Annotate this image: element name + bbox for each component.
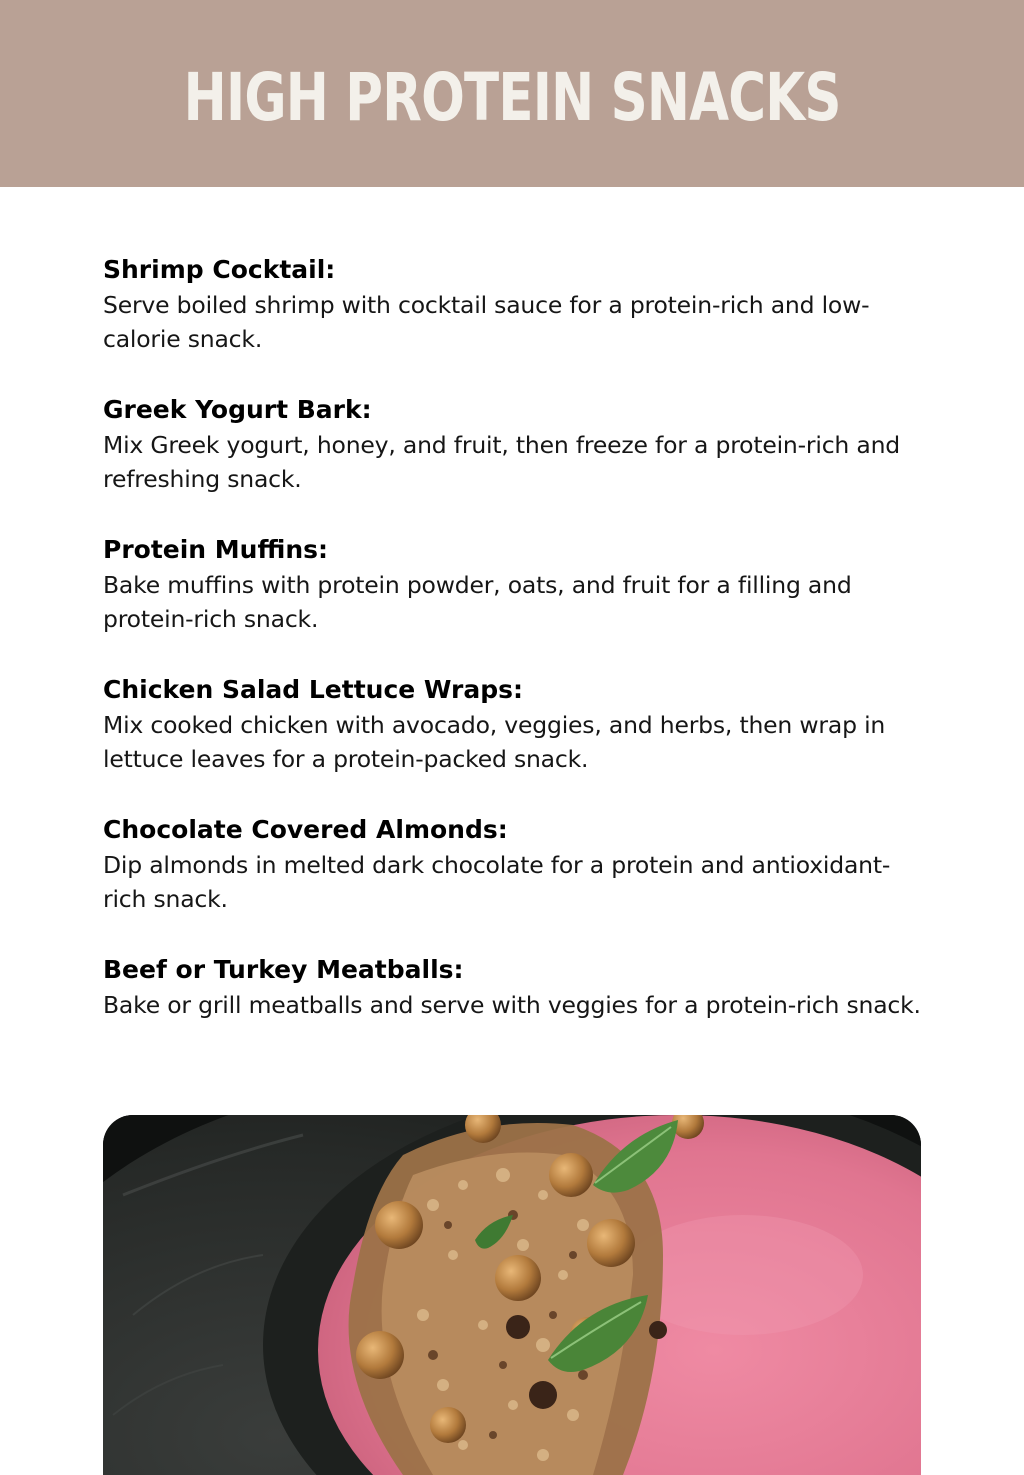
snack-title: Chocolate Covered Almonds:: [103, 815, 508, 844]
snack-item: [103, 252, 923, 356]
snack-description: Bake muffins with protein powder, oats, and fruit for a filling and protein-rich snack.: [103, 571, 852, 633]
smoothie-bowl-illustration: [103, 1115, 921, 1475]
snack-description: Dip almonds in melted dark chocolate for a protein and antioxidant-rich snack.: [103, 851, 891, 913]
smoothie-bowl-photo: [103, 1115, 921, 1475]
snack-description: Mix Greek yogurt, honey, and fruit, then freeze for a protein-rich and refreshing snack.: [103, 431, 900, 493]
snack-description: Mix cooked chicken with avocado, veggies, and herbs, then wrap in lettuce leaves for a protein-packed snack.: [103, 711, 886, 773]
snack-item: [103, 392, 923, 496]
snack-item: [103, 672, 923, 776]
snack-description: Bake or grill meatballs and serve with veggies for a protein-rich snack.: [103, 991, 921, 1019]
snack-item: [103, 812, 923, 916]
snack-item: [103, 952, 923, 1022]
snack-title: Chicken Salad Lettuce Wraps:: [103, 675, 524, 704]
page-title: HIGH PROTEIN SNACKS: [183, 59, 841, 136]
snack-item: [103, 532, 923, 636]
snack-title: Beef or Turkey Meatballs:: [103, 955, 464, 984]
snack-list: [103, 252, 923, 1058]
page-header: [0, 0, 1024, 187]
snack-title: Protein Muffins:: [103, 535, 329, 564]
snack-title: Greek Yogurt Bark:: [103, 395, 372, 424]
snack-title: Shrimp Cocktail:: [103, 255, 336, 284]
snack-description: Serve boiled shrimp with cocktail sauce for a protein-rich and low-calorie snack.: [103, 291, 870, 353]
